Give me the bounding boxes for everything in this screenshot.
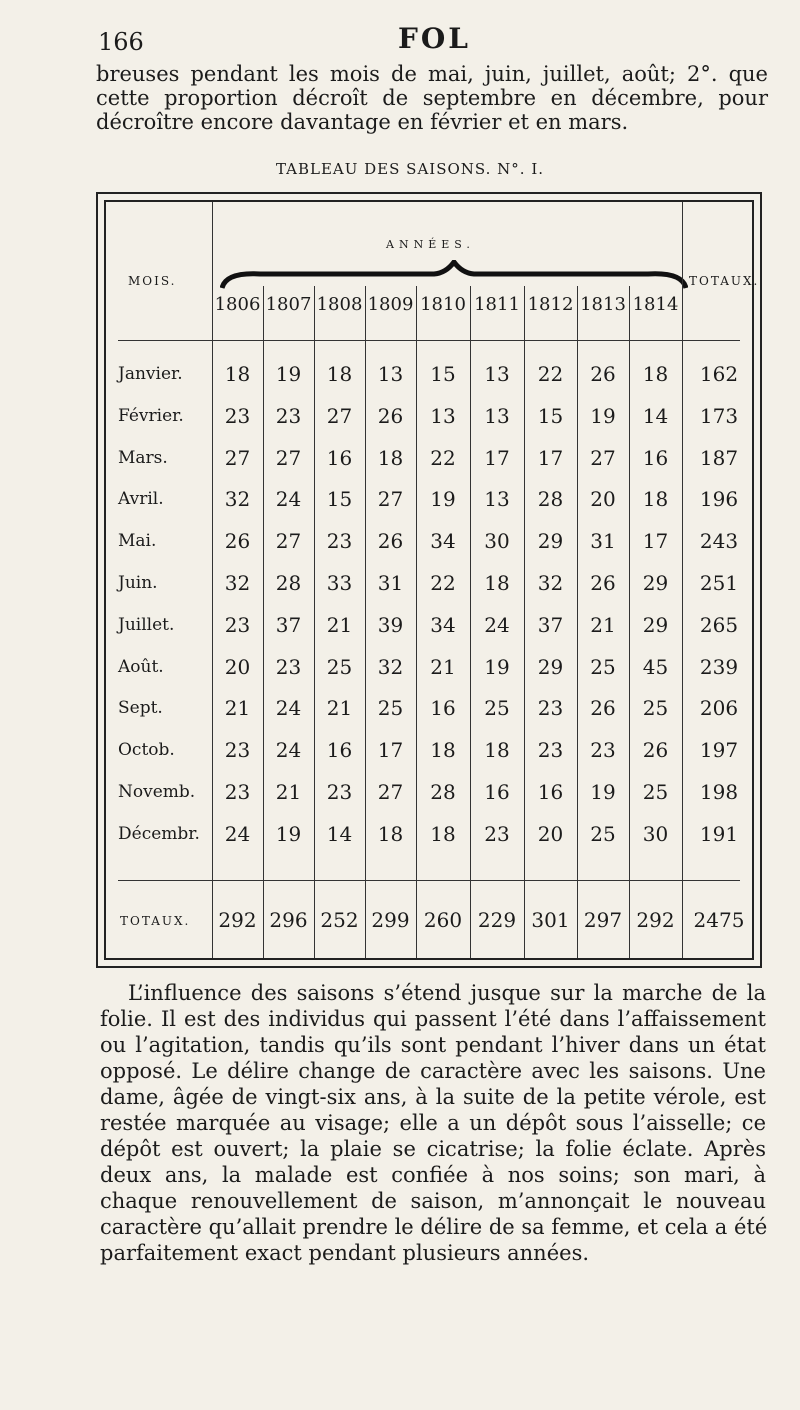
- body-line: chaque renouvellement de saison, m’annonçait le nouveau: [100, 1189, 766, 1213]
- table-cell: 25: [642, 780, 669, 804]
- table-cell: 24: [224, 821, 251, 846]
- table-cell: 27: [275, 529, 302, 554]
- body-line: opposé. Le délire change de caractère avec les saisons. Une: [100, 1059, 766, 1083]
- table-cell: 29: [537, 654, 564, 679]
- table-cell: 18: [326, 362, 353, 386]
- year-header: 1811: [474, 294, 520, 315]
- column-total: 292: [218, 908, 257, 932]
- row-total: 196: [699, 487, 739, 512]
- table-cell: 28: [275, 571, 302, 595]
- table-cell: 26: [377, 403, 404, 428]
- table-cell: 16: [484, 780, 510, 804]
- table-grid: [104, 200, 760, 960]
- years-group-header: ANNÉES.: [386, 238, 475, 251]
- table-cell: 21: [224, 696, 251, 721]
- table-cell: 27: [377, 780, 404, 804]
- body-line: L’influence des saisons s’étend jusque sur la marche de la: [128, 981, 766, 1005]
- table-cell: 27: [275, 445, 302, 470]
- table-cell: 33: [326, 571, 353, 595]
- seasons-table: [96, 192, 762, 968]
- table-cell: 18: [484, 738, 510, 763]
- table-cell: 21: [326, 612, 353, 637]
- body-line: dépôt est ouvert; la plaie se cicatrise; la folie éclate. Après: [100, 1137, 766, 1161]
- table-cell: 17: [537, 445, 564, 470]
- table-cell: 16: [537, 780, 564, 804]
- month-label: Avril.: [118, 489, 164, 510]
- table-cell: 28: [430, 780, 456, 804]
- table-cell: 19: [590, 780, 616, 804]
- table-cell: 23: [224, 612, 251, 637]
- table-cell: 29: [642, 571, 669, 595]
- row-total: 206: [699, 696, 739, 721]
- table-cell: 23: [224, 738, 251, 763]
- table-cell: 18: [642, 487, 669, 512]
- table-cell: 24: [275, 696, 302, 721]
- body-line: dame, âgée de vingt-six ans, à la suite de la petite vérole, est: [100, 1085, 766, 1109]
- table-cell: 19: [275, 821, 302, 846]
- table-cell: 25: [484, 696, 510, 721]
- year-header: 1814: [632, 294, 679, 315]
- table-cell: 23: [224, 780, 251, 804]
- body-line: caractère qu’allait prendre le délire de sa femme, et cela a été: [100, 1215, 768, 1239]
- table-cell: 13: [484, 487, 510, 512]
- row-total: 198: [699, 780, 739, 804]
- table-cell: 23: [224, 403, 251, 428]
- table-cell: 23: [537, 696, 564, 721]
- table-cell: 32: [224, 571, 251, 595]
- page-header: [98, 22, 766, 58]
- table-cell: 19: [590, 403, 616, 428]
- table-cell: 13: [430, 403, 456, 428]
- table-cell: 21: [430, 654, 456, 679]
- table-cell: 19: [275, 362, 302, 386]
- intro-line: décroître encore davantage en février et en mars.: [96, 110, 629, 134]
- year-header: 1809: [367, 294, 414, 315]
- month-label: Juillet.: [118, 614, 175, 635]
- row-total: 265: [699, 612, 739, 637]
- column-total: 296: [269, 908, 308, 932]
- month-label: Mai.: [118, 531, 157, 552]
- month-label: Octob.: [118, 740, 175, 761]
- table-cell: 25: [590, 821, 616, 846]
- table-cell: 25: [326, 654, 353, 679]
- row-total: 187: [699, 445, 739, 470]
- table-cell: 23: [537, 738, 564, 763]
- month-label: Décembr.: [118, 823, 200, 844]
- table-cell: 22: [430, 571, 456, 595]
- totaux-column-header: TOTAUX.: [689, 274, 760, 288]
- table-cell: 16: [642, 445, 669, 470]
- month-label: Août.: [118, 656, 164, 677]
- table-cell: 26: [590, 362, 616, 386]
- table-cell: 13: [377, 362, 404, 386]
- year-header: 1812: [527, 294, 574, 315]
- table-cell: 14: [642, 403, 669, 428]
- page-number: 166: [98, 28, 144, 56]
- table-cell: 19: [430, 487, 456, 512]
- totals-row-label: TOTAUX.: [120, 914, 191, 928]
- table-cell: 27: [377, 487, 404, 512]
- mois-column-header: MOIS.: [128, 274, 177, 288]
- table-cell: 19: [484, 654, 510, 679]
- table-cell: 27: [224, 445, 251, 470]
- table-cell: 28: [537, 487, 564, 512]
- year-header: 1813: [580, 294, 626, 315]
- table-cell: 17: [642, 529, 669, 554]
- row-total: 251: [699, 571, 739, 595]
- table-cell: 18: [642, 362, 669, 386]
- table-cell: 16: [326, 738, 353, 763]
- month-label: Juin.: [118, 573, 158, 593]
- table-cell: 30: [484, 529, 510, 554]
- table-cell: 26: [590, 571, 616, 595]
- intro-paragraph: [96, 62, 768, 134]
- month-label: Novemb.: [118, 782, 196, 802]
- table-cell: 14: [326, 821, 353, 846]
- table-cell: 27: [590, 445, 616, 470]
- table-cell: 16: [430, 696, 456, 721]
- table-cell: 18: [430, 821, 456, 846]
- body-paragraph: [100, 980, 766, 1266]
- table-cell: 45: [642, 654, 669, 679]
- table-cell: 34: [430, 612, 456, 637]
- years-brace: [220, 260, 688, 290]
- table-cell: 32: [224, 487, 251, 512]
- table-cell: 34: [430, 529, 456, 554]
- table-cell: 24: [275, 487, 302, 512]
- month-label: Mars.: [118, 447, 168, 468]
- table-cell: 32: [537, 571, 564, 595]
- month-label: Sept.: [118, 698, 163, 719]
- intro-line: breuses pendant les mois de mai, juin, juillet, août; 2°. que: [96, 62, 768, 86]
- body-line: deux ans, la malade est confiée à nos soins; son mari, à: [100, 1163, 766, 1187]
- row-total: 243: [699, 529, 739, 554]
- intro-line: cette proportion décroît de septembre en décembre, pour: [96, 86, 768, 110]
- table-cell: 15: [537, 403, 564, 428]
- table-cell: 24: [275, 738, 302, 763]
- table-cell: 23: [326, 780, 353, 804]
- table-cell: 18: [377, 821, 404, 846]
- grand-total: 2475: [693, 908, 745, 932]
- table-cell: 18: [430, 738, 456, 763]
- column-total: 299: [371, 908, 410, 932]
- row-total: 191: [699, 821, 739, 846]
- table-cell: 31: [590, 529, 616, 554]
- table-cell: 15: [430, 362, 456, 386]
- table-cell: 17: [377, 738, 404, 763]
- row-total: 173: [699, 403, 739, 428]
- running-head: FOL: [398, 22, 471, 55]
- column-total: 229: [477, 908, 517, 932]
- table-cell: 25: [590, 654, 616, 679]
- table-cell: 13: [484, 362, 510, 386]
- table-cell: 22: [430, 445, 456, 470]
- table-cell: 18: [224, 362, 251, 386]
- row-total: 162: [699, 362, 739, 386]
- year-header: 1808: [316, 294, 363, 315]
- table-cell: 24: [484, 612, 510, 637]
- column-total: 297: [583, 908, 623, 932]
- table-cell: 25: [642, 696, 669, 721]
- year-header: 1807: [265, 294, 312, 315]
- row-total: 239: [699, 654, 739, 679]
- column-total: 301: [531, 908, 570, 932]
- year-header: 1810: [420, 294, 466, 315]
- body-line: parfaitement exact pendant plusieurs années.: [100, 1241, 590, 1265]
- totals-rule: [118, 880, 740, 881]
- table-cell: 26: [590, 696, 616, 721]
- table-cell: 31: [377, 571, 404, 595]
- body-line: restée marquée au visage; elle a un dépôt sous l’aisselle; ce: [100, 1111, 766, 1135]
- table-cell: 37: [537, 612, 564, 637]
- table-cell: 18: [377, 445, 404, 470]
- header-rule: [118, 340, 740, 341]
- table-cell: 23: [326, 529, 353, 554]
- row-total: 197: [699, 738, 739, 763]
- table-cell: 13: [484, 403, 510, 428]
- table-cell: 27: [326, 403, 353, 428]
- table-cell: 16: [326, 445, 353, 470]
- table-cell: 20: [224, 654, 251, 679]
- table-cell: 21: [326, 696, 353, 721]
- column-total: 252: [320, 908, 359, 932]
- month-label: Janvier.: [118, 364, 183, 384]
- table-cell: 26: [642, 738, 669, 763]
- body-line: folie. Il est des individus qui passent l’été dans l’affaissement: [100, 1007, 766, 1031]
- table-cell: 26: [377, 529, 404, 554]
- table-cell: 32: [377, 654, 404, 679]
- month-label: Février.: [118, 405, 184, 426]
- table-cell: 15: [326, 487, 353, 512]
- table-cell: 20: [590, 487, 616, 512]
- table-cell: 23: [590, 738, 616, 763]
- table-cell: 26: [224, 529, 251, 554]
- table-cell: 23: [275, 403, 302, 428]
- table-cell: 18: [484, 571, 510, 595]
- table-cell: 30: [642, 821, 669, 846]
- table-title: TABLEAU DES SAISONS. N°. I.: [275, 160, 545, 178]
- table-cell: 25: [377, 696, 404, 721]
- table-cell: 23: [484, 821, 510, 846]
- table-cell: 20: [537, 821, 564, 846]
- table-cell: 21: [590, 612, 616, 637]
- table-cell: 37: [275, 612, 302, 637]
- column-total: 292: [636, 908, 675, 932]
- table-cell: 39: [377, 612, 404, 637]
- table-cell: 17: [484, 445, 510, 470]
- year-header: 1806: [214, 294, 261, 315]
- table-cell: 22: [537, 362, 564, 386]
- body-line: ou l’agitation, tandis qu’ils sont pendant l’hiver dans un état: [100, 1033, 766, 1057]
- table-cell: 23: [275, 654, 302, 679]
- table-cell: 29: [642, 612, 669, 637]
- column-total: 260: [423, 908, 463, 932]
- table-cell: 29: [537, 529, 564, 554]
- table-cell: 21: [275, 780, 302, 804]
